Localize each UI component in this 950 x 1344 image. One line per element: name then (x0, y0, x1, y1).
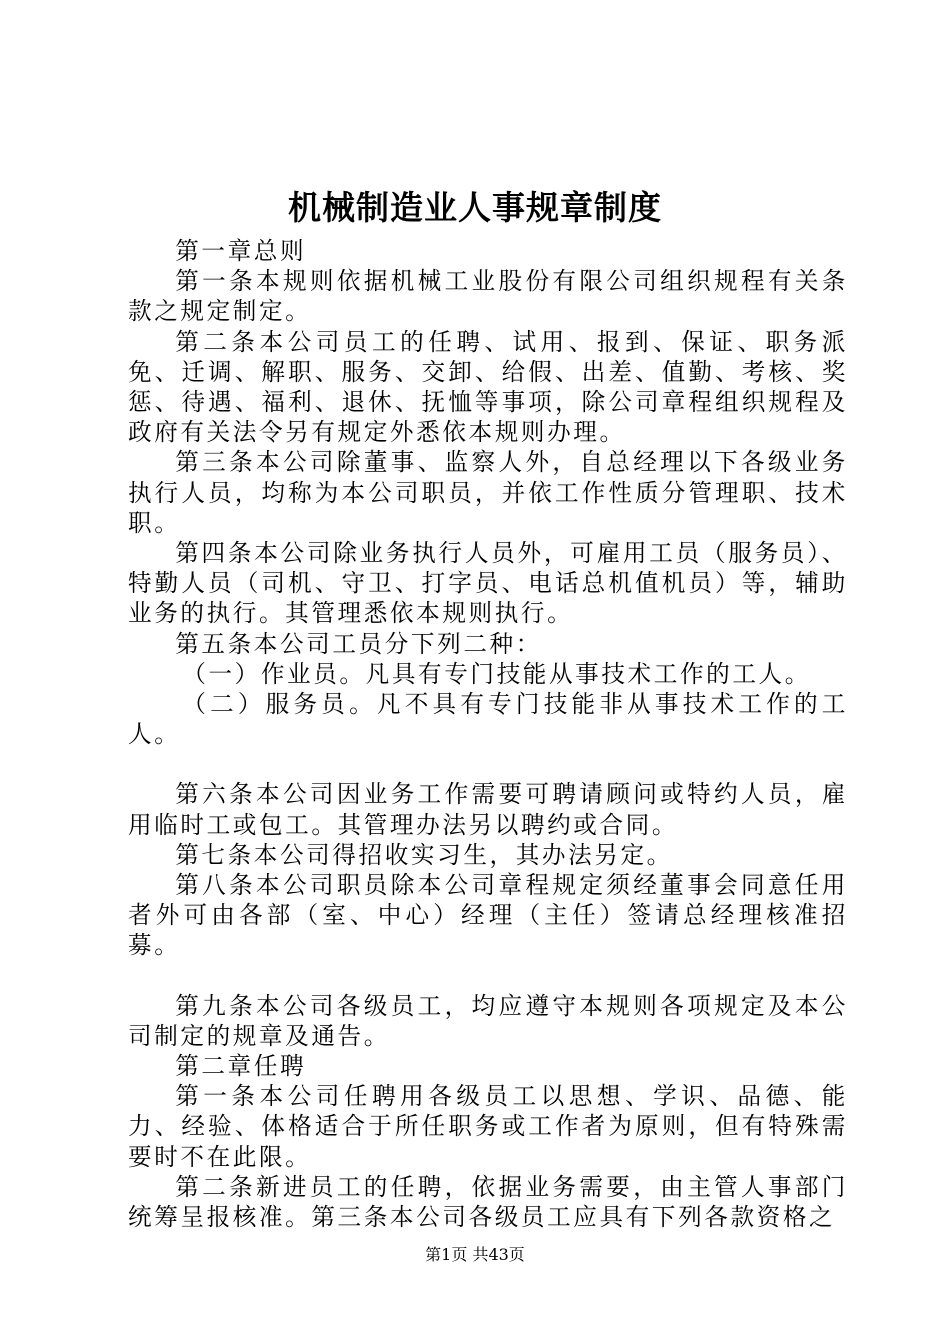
article-paragraph: 第二条本公司员工的任聘、试用、报到、保证、职务派免、迁调、解职、服务、交卸、给假、出差、值勤、考核、奖惩、待遇、福利、退休、抚恤等事项，除公司章程组织规程及政府有关法令另有规定外悉依本规则办理。 (128, 327, 848, 447)
chapter-heading: 第二章任聘 (175, 1052, 307, 1081)
paragraph-gap (128, 749, 848, 779)
article-paragraph: 第七条本公司得招收实习生，其办法另定。 (175, 840, 673, 869)
article-paragraph: 第一条本规则依据机械工业股份有限公司组织规程有关条款之规定制定。 (128, 267, 848, 326)
article-paragraph: 第六条本公司因业务工作需要可聘请顾问或特约人员，雇用临时工或包工。其管理办法另以聘约或合同。 (128, 780, 848, 839)
document-title: 机械制造业人事规章制度 (288, 188, 662, 227)
article-paragraph: 第九条本公司各级员工，均应遵守本规则各项规定及本公司制定的规章及通告。 (128, 991, 848, 1050)
list-item: （一）作业员。凡具有专门技能从事技术工作的工人。 (182, 659, 811, 688)
chapter-heading: 第一章总则 (175, 237, 307, 265)
article-paragraph: 第四条本公司除业务执行人员外，可雇用工员（服务员）、特勤人员（司机、守卫、打字员、电话总机值机员）等，辅助业务的执行。其管理悉依本规则执行。 (128, 539, 848, 628)
page-footer: 第1页 共43页 (425, 1245, 525, 1264)
article-paragraph: 第八条本公司职员除本公司章程规定须经董事会同意任用者外可由各部（室、中心）经理（主任）签请总经理核准招募。 (128, 871, 848, 960)
document-body (128, 236, 848, 1232)
article-paragraph: 第一条本公司任聘用各级员工以思想、学识、品德、能力、经验、体格适合于所任职务或工作者为原则，但有特殊需要时不在此限。 (128, 1082, 848, 1171)
article-paragraph: 第二条新进员工的任聘，依据业务需要，由主管人事部门统筹呈报核准。第三条本公司各级员工应具有下列各款资格之 (128, 1172, 848, 1232)
article-paragraph: 第三条本公司除董事、监察人外，自总经理以下各级业务执行人员，均称为本公司职员，并依工作性质分管理职、技术职。 (128, 448, 848, 537)
list-item: （二）服务员。凡不具有专门技能非从事技术工作的工人。 (128, 690, 848, 749)
paragraph-gap (128, 961, 848, 991)
article-paragraph: 第五条本公司工员分下列二种： (175, 629, 542, 658)
